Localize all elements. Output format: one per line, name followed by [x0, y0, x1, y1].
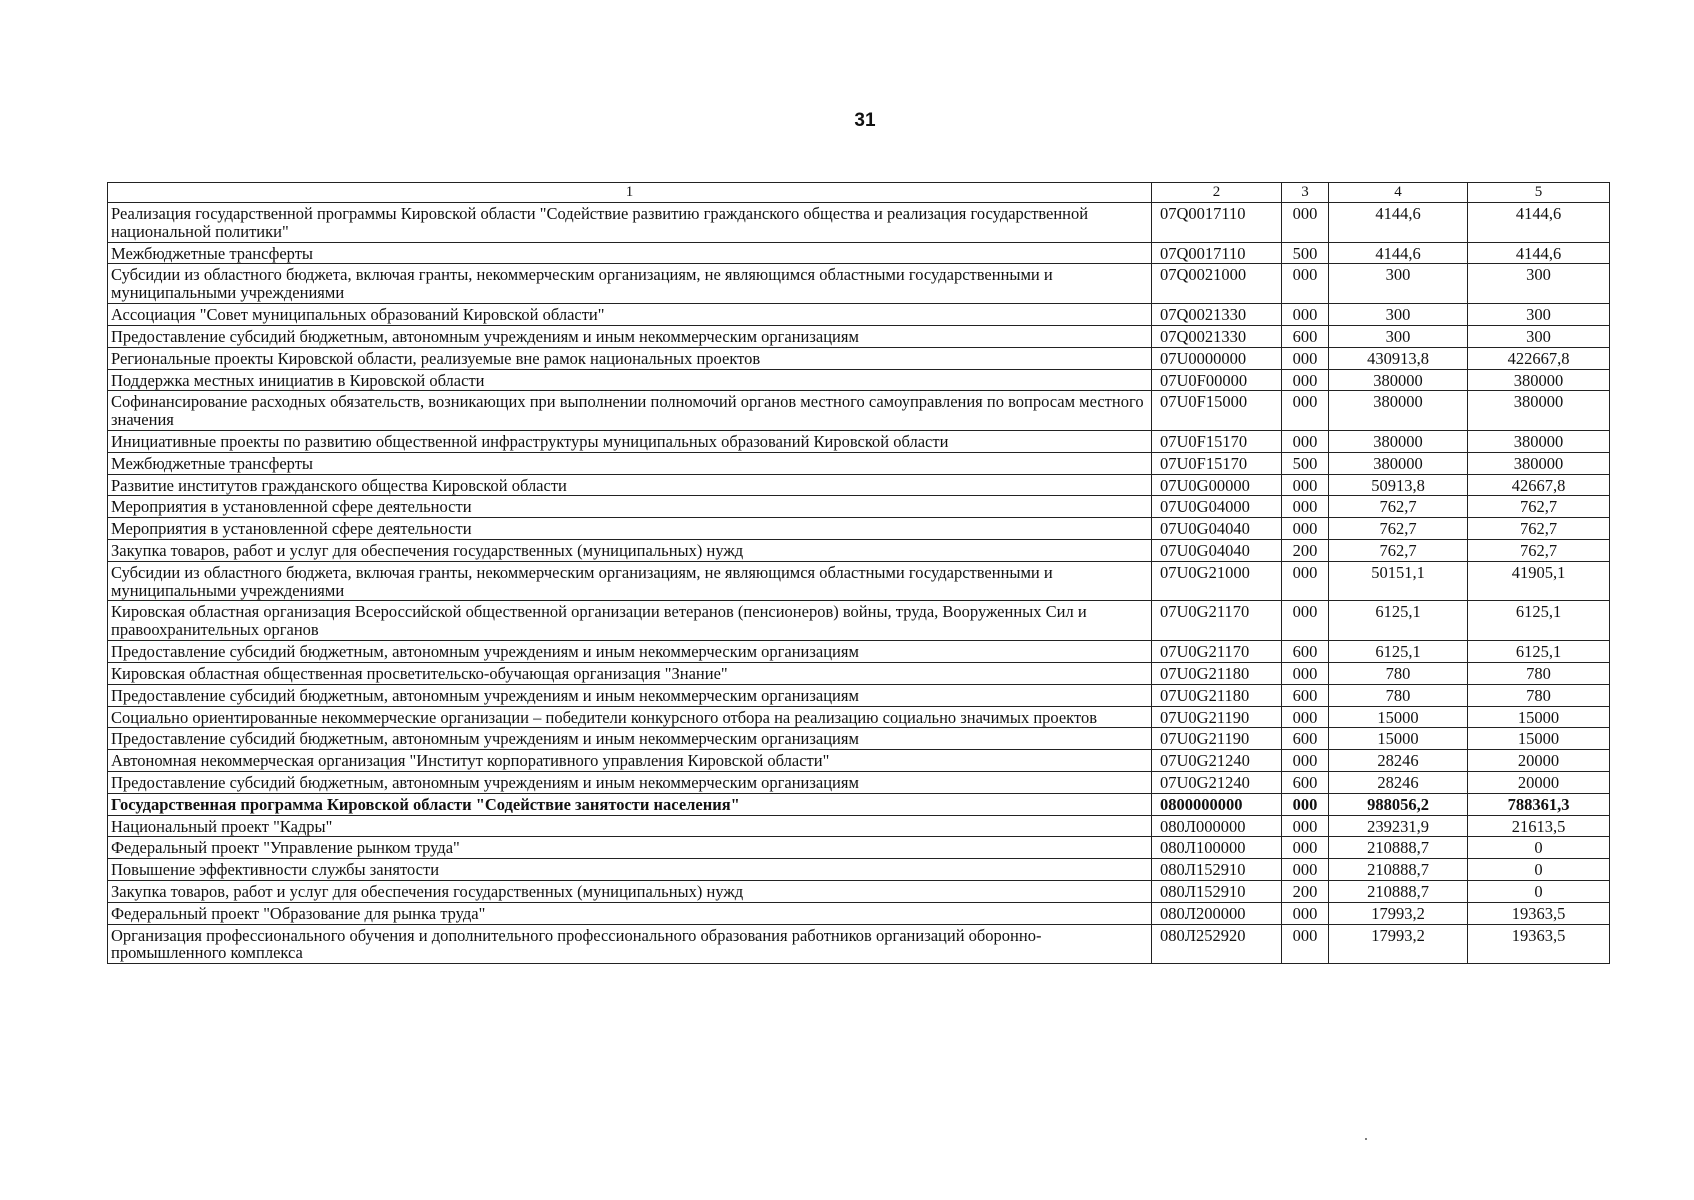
row-code-cell: 07U0G04040 — [1152, 540, 1282, 562]
row-amount-1-cell: 988056,2 — [1329, 793, 1468, 815]
table-row — [108, 881, 1610, 903]
table-row — [108, 793, 1610, 815]
row-amount-1-cell: 762,7 — [1329, 540, 1468, 562]
row-name-cell: Государственная программа Кировской области "Содействие занятости населения" — [108, 793, 1152, 815]
row-amount-2-cell: 380000 — [1468, 452, 1610, 474]
row-amount-2-cell: 788361,3 — [1468, 793, 1610, 815]
table-row — [108, 706, 1610, 728]
row-name-cell: Развитие институтов гражданского общества Кировской области — [108, 474, 1152, 496]
row-name-cell: Субсидии из областного бюджета, включая гранты, некоммерческим организациям, не являющимся областными государственными и муниципальными учреждениями — [108, 264, 1152, 304]
row-amount-1-cell: 28246 — [1329, 771, 1468, 793]
row-amount-2-cell: 6125,1 — [1468, 641, 1610, 663]
row-code-cell: 07U0G21190 — [1152, 706, 1282, 728]
row-expense-type-cell: 600 — [1282, 771, 1329, 793]
header-cell-amount-2: 5 — [1468, 183, 1610, 203]
row-code-cell: 07U0G21180 — [1152, 684, 1282, 706]
row-amount-1-cell: 239231,9 — [1329, 815, 1468, 837]
row-expense-type-cell: 000 — [1282, 601, 1329, 641]
row-amount-1-cell: 780 — [1329, 684, 1468, 706]
row-expense-type-cell: 600 — [1282, 728, 1329, 750]
row-amount-1-cell: 300 — [1329, 325, 1468, 347]
row-expense-type-cell: 000 — [1282, 369, 1329, 391]
row-name-cell: Предоставление субсидий бюджетным, автономным учреждениям и иным некоммерческим организациям — [108, 684, 1152, 706]
row-amount-1-cell: 210888,7 — [1329, 859, 1468, 881]
table-row — [108, 347, 1610, 369]
row-name-cell: Межбюджетные трансферты — [108, 452, 1152, 474]
row-amount-2-cell: 19363,5 — [1468, 924, 1610, 964]
row-amount-2-cell: 19363,5 — [1468, 902, 1610, 924]
table-row — [108, 430, 1610, 452]
row-amount-2-cell: 20000 — [1468, 750, 1610, 772]
table-row — [108, 859, 1610, 881]
row-name-cell: Поддержка местных инициатив в Кировской области — [108, 369, 1152, 391]
row-amount-1-cell: 430913,8 — [1329, 347, 1468, 369]
row-amount-1-cell: 762,7 — [1329, 518, 1468, 540]
row-expense-type-cell: 000 — [1282, 662, 1329, 684]
row-name-cell: Социально ориентированные некоммерческие организации – победители конкурсного отбора на реализацию социально значимых проектов — [108, 706, 1152, 728]
row-amount-2-cell: 21613,5 — [1468, 815, 1610, 837]
row-code-cell: 07U0G21000 — [1152, 561, 1282, 601]
row-code-cell: 07U0000000 — [1152, 347, 1282, 369]
row-name-cell: Закупка товаров, работ и услуг для обеспечения государственных (муниципальных) нужд — [108, 540, 1152, 562]
row-code-cell: 07U0G21170 — [1152, 601, 1282, 641]
row-name-cell: Автономная некоммерческая организация "Институт корпоративного управления Кировской области" — [108, 750, 1152, 772]
row-name-cell: Мероприятия в установленной сфере деятельности — [108, 496, 1152, 518]
row-amount-2-cell: 4144,6 — [1468, 242, 1610, 264]
row-expense-type-cell: 000 — [1282, 561, 1329, 601]
row-amount-1-cell: 17993,2 — [1329, 924, 1468, 964]
row-name-cell: Федеральный проект "Управление рынком труда" — [108, 837, 1152, 859]
row-code-cell: 07U0G21240 — [1152, 771, 1282, 793]
row-expense-type-cell: 600 — [1282, 641, 1329, 663]
row-expense-type-cell: 000 — [1282, 203, 1329, 243]
table-row — [108, 391, 1610, 431]
table-row — [108, 203, 1610, 243]
row-expense-type-cell: 000 — [1282, 793, 1329, 815]
row-expense-type-cell: 000 — [1282, 518, 1329, 540]
table-row — [108, 771, 1610, 793]
row-amount-2-cell: 0 — [1468, 859, 1610, 881]
row-code-cell: 07U0F15170 — [1152, 430, 1282, 452]
table-row — [108, 518, 1610, 540]
row-code-cell: 07U0F00000 — [1152, 369, 1282, 391]
row-amount-2-cell: 380000 — [1468, 391, 1610, 431]
table-row — [108, 540, 1610, 562]
row-code-cell: 07U0G21190 — [1152, 728, 1282, 750]
header-cell-code: 2 — [1152, 183, 1282, 203]
row-expense-type-cell: 000 — [1282, 837, 1329, 859]
row-code-cell: 07Q0017110 — [1152, 203, 1282, 243]
scan-speck — [1365, 1138, 1367, 1140]
table-row — [108, 369, 1610, 391]
row-expense-type-cell: 000 — [1282, 750, 1329, 772]
row-expense-type-cell: 000 — [1282, 815, 1329, 837]
page-number: 31 — [854, 110, 876, 131]
row-name-cell: Повышение эффективности службы занятости — [108, 859, 1152, 881]
row-expense-type-cell: 600 — [1282, 325, 1329, 347]
row-amount-1-cell: 4144,6 — [1329, 242, 1468, 264]
row-expense-type-cell: 000 — [1282, 391, 1329, 431]
row-name-cell: Предоставление субсидий бюджетным, автономным учреждениям и иным некоммерческим организациям — [108, 325, 1152, 347]
row-amount-1-cell: 780 — [1329, 662, 1468, 684]
row-amount-1-cell: 50913,8 — [1329, 474, 1468, 496]
row-expense-type-cell: 000 — [1282, 496, 1329, 518]
row-code-cell: 0800000000 — [1152, 793, 1282, 815]
table-row — [108, 684, 1610, 706]
row-code-cell: 07U0G04040 — [1152, 518, 1282, 540]
row-name-cell: Предоставление субсидий бюджетным, автономным учреждениям и иным некоммерческим организациям — [108, 771, 1152, 793]
row-amount-2-cell: 762,7 — [1468, 518, 1610, 540]
row-amount-1-cell: 380000 — [1329, 391, 1468, 431]
row-expense-type-cell: 000 — [1282, 924, 1329, 964]
row-amount-2-cell: 15000 — [1468, 728, 1610, 750]
row-name-cell: Мероприятия в установленной сфере деятельности — [108, 518, 1152, 540]
row-amount-2-cell: 41905,1 — [1468, 561, 1610, 601]
table-row — [108, 264, 1610, 304]
row-amount-1-cell: 300 — [1329, 304, 1468, 326]
row-name-cell: Софинансирование расходных обязательств, возникающих при выполнении полномочий органов местного самоуправления по вопросам местного значения — [108, 391, 1152, 431]
row-code-cell: 080Л152910 — [1152, 881, 1282, 903]
header-cell-expense-type: 3 — [1282, 183, 1329, 203]
row-code-cell: 080Л252920 — [1152, 924, 1282, 964]
row-expense-type-cell: 000 — [1282, 859, 1329, 881]
table-row — [108, 474, 1610, 496]
table-row — [108, 837, 1610, 859]
row-amount-1-cell: 380000 — [1329, 369, 1468, 391]
row-code-cell: 07U0G21170 — [1152, 641, 1282, 663]
row-expense-type-cell: 500 — [1282, 242, 1329, 264]
row-amount-1-cell: 380000 — [1329, 430, 1468, 452]
row-amount-2-cell: 300 — [1468, 264, 1610, 304]
row-amount-1-cell: 210888,7 — [1329, 881, 1468, 903]
row-expense-type-cell: 200 — [1282, 540, 1329, 562]
row-amount-1-cell: 380000 — [1329, 452, 1468, 474]
row-name-cell: Кировская областная общественная просветительско-обучающая организация "Знание" — [108, 662, 1152, 684]
table-row — [108, 750, 1610, 772]
row-expense-type-cell: 000 — [1282, 706, 1329, 728]
row-amount-1-cell: 17993,2 — [1329, 902, 1468, 924]
row-amount-1-cell: 15000 — [1329, 728, 1468, 750]
row-expense-type-cell: 000 — [1282, 304, 1329, 326]
row-expense-type-cell: 000 — [1282, 347, 1329, 369]
row-expense-type-cell: 200 — [1282, 881, 1329, 903]
table-row — [108, 304, 1610, 326]
row-name-cell: Предоставление субсидий бюджетным, автономным учреждениям и иным некоммерческим организациям — [108, 641, 1152, 663]
row-code-cell: 07Q0021000 — [1152, 264, 1282, 304]
row-code-cell: 07U0G04000 — [1152, 496, 1282, 518]
row-code-cell: 080Л200000 — [1152, 902, 1282, 924]
row-amount-2-cell: 0 — [1468, 881, 1610, 903]
table-row — [108, 452, 1610, 474]
table-row — [108, 496, 1610, 518]
row-expense-type-cell: 000 — [1282, 474, 1329, 496]
row-expense-type-cell: 600 — [1282, 684, 1329, 706]
row-amount-1-cell: 15000 — [1329, 706, 1468, 728]
row-code-cell: 080Л152910 — [1152, 859, 1282, 881]
row-amount-2-cell: 300 — [1468, 325, 1610, 347]
header-cell-name: 1 — [108, 183, 1152, 203]
row-expense-type-cell: 500 — [1282, 452, 1329, 474]
row-amount-2-cell: 762,7 — [1468, 540, 1610, 562]
row-amount-1-cell: 28246 — [1329, 750, 1468, 772]
budget-table — [107, 182, 1610, 964]
row-code-cell: 07Q0021330 — [1152, 304, 1282, 326]
row-name-cell: Закупка товаров, работ и услуг для обеспечения государственных (муниципальных) нужд — [108, 881, 1152, 903]
row-name-cell: Предоставление субсидий бюджетным, автономным учреждениям и иным некоммерческим организациям — [108, 728, 1152, 750]
row-amount-2-cell: 422667,8 — [1468, 347, 1610, 369]
row-amount-2-cell: 300 — [1468, 304, 1610, 326]
row-amount-2-cell: 42667,8 — [1468, 474, 1610, 496]
row-amount-2-cell: 4144,6 — [1468, 203, 1610, 243]
row-code-cell: 07U0F15170 — [1152, 452, 1282, 474]
row-amount-2-cell: 780 — [1468, 684, 1610, 706]
row-name-cell: Федеральный проект "Образование для рынка труда" — [108, 902, 1152, 924]
row-amount-1-cell: 6125,1 — [1329, 641, 1468, 663]
table-row — [108, 601, 1610, 641]
row-name-cell: Реализация государственной программы Кировской области "Содействие развитию гражданского общества и реализация государственной национальной политики" — [108, 203, 1152, 243]
budget-table-body — [108, 183, 1610, 964]
row-expense-type-cell: 000 — [1282, 902, 1329, 924]
row-code-cell: 07U0G00000 — [1152, 474, 1282, 496]
row-code-cell: 07Q0021330 — [1152, 325, 1282, 347]
row-amount-1-cell: 4144,6 — [1329, 203, 1468, 243]
row-amount-1-cell: 50151,1 — [1329, 561, 1468, 601]
table-row — [108, 662, 1610, 684]
row-amount-2-cell: 762,7 — [1468, 496, 1610, 518]
row-code-cell: 07U0G21240 — [1152, 750, 1282, 772]
row-name-cell: Национальный проект "Кадры" — [108, 815, 1152, 837]
row-name-cell: Кировская областная организация Всероссийской общественной организации ветеранов (пенсионеров) войны, труда, Вооруженных Сил и правоохранительных органов — [108, 601, 1152, 641]
table-row — [108, 902, 1610, 924]
row-name-cell: Региональные проекты Кировской области, реализуемые вне рамок национальных проектов — [108, 347, 1152, 369]
row-name-cell: Межбюджетные трансферты — [108, 242, 1152, 264]
table-row — [108, 728, 1610, 750]
table-row — [108, 242, 1610, 264]
row-expense-type-cell: 000 — [1282, 264, 1329, 304]
row-amount-1-cell: 300 — [1329, 264, 1468, 304]
row-amount-1-cell: 210888,7 — [1329, 837, 1468, 859]
row-expense-type-cell: 000 — [1282, 430, 1329, 452]
row-amount-2-cell: 380000 — [1468, 430, 1610, 452]
row-name-cell: Организация профессионального обучения и дополнительного профессионального образования работников организаций оборонно-промышленного комплекса — [108, 924, 1152, 964]
row-amount-2-cell: 20000 — [1468, 771, 1610, 793]
table-row — [108, 325, 1610, 347]
row-amount-2-cell: 780 — [1468, 662, 1610, 684]
table-row — [108, 924, 1610, 964]
table-row — [108, 641, 1610, 663]
row-amount-2-cell: 15000 — [1468, 706, 1610, 728]
row-code-cell: 080Л000000 — [1152, 815, 1282, 837]
header-cell-amount-1: 4 — [1329, 183, 1468, 203]
row-amount-2-cell: 6125,1 — [1468, 601, 1610, 641]
row-name-cell: Инициативные проекты по развитию общественной инфраструктуры муниципальных образований Кировской области — [108, 430, 1152, 452]
row-name-cell: Субсидии из областного бюджета, включая гранты, некоммерческим организациям, не являющимся областными государственными и муниципальными учреждениями — [108, 561, 1152, 601]
table-row — [108, 561, 1610, 601]
table-row — [108, 815, 1610, 837]
row-code-cell: 080Л100000 — [1152, 837, 1282, 859]
row-code-cell: 07U0G21180 — [1152, 662, 1282, 684]
row-amount-1-cell: 6125,1 — [1329, 601, 1468, 641]
row-amount-2-cell: 0 — [1468, 837, 1610, 859]
header-row — [108, 183, 1610, 203]
row-code-cell: 07U0F15000 — [1152, 391, 1282, 431]
row-code-cell: 07Q0017110 — [1152, 242, 1282, 264]
row-amount-1-cell: 762,7 — [1329, 496, 1468, 518]
row-amount-2-cell: 380000 — [1468, 369, 1610, 391]
row-name-cell: Ассоциация "Совет муниципальных образований Кировской области" — [108, 304, 1152, 326]
